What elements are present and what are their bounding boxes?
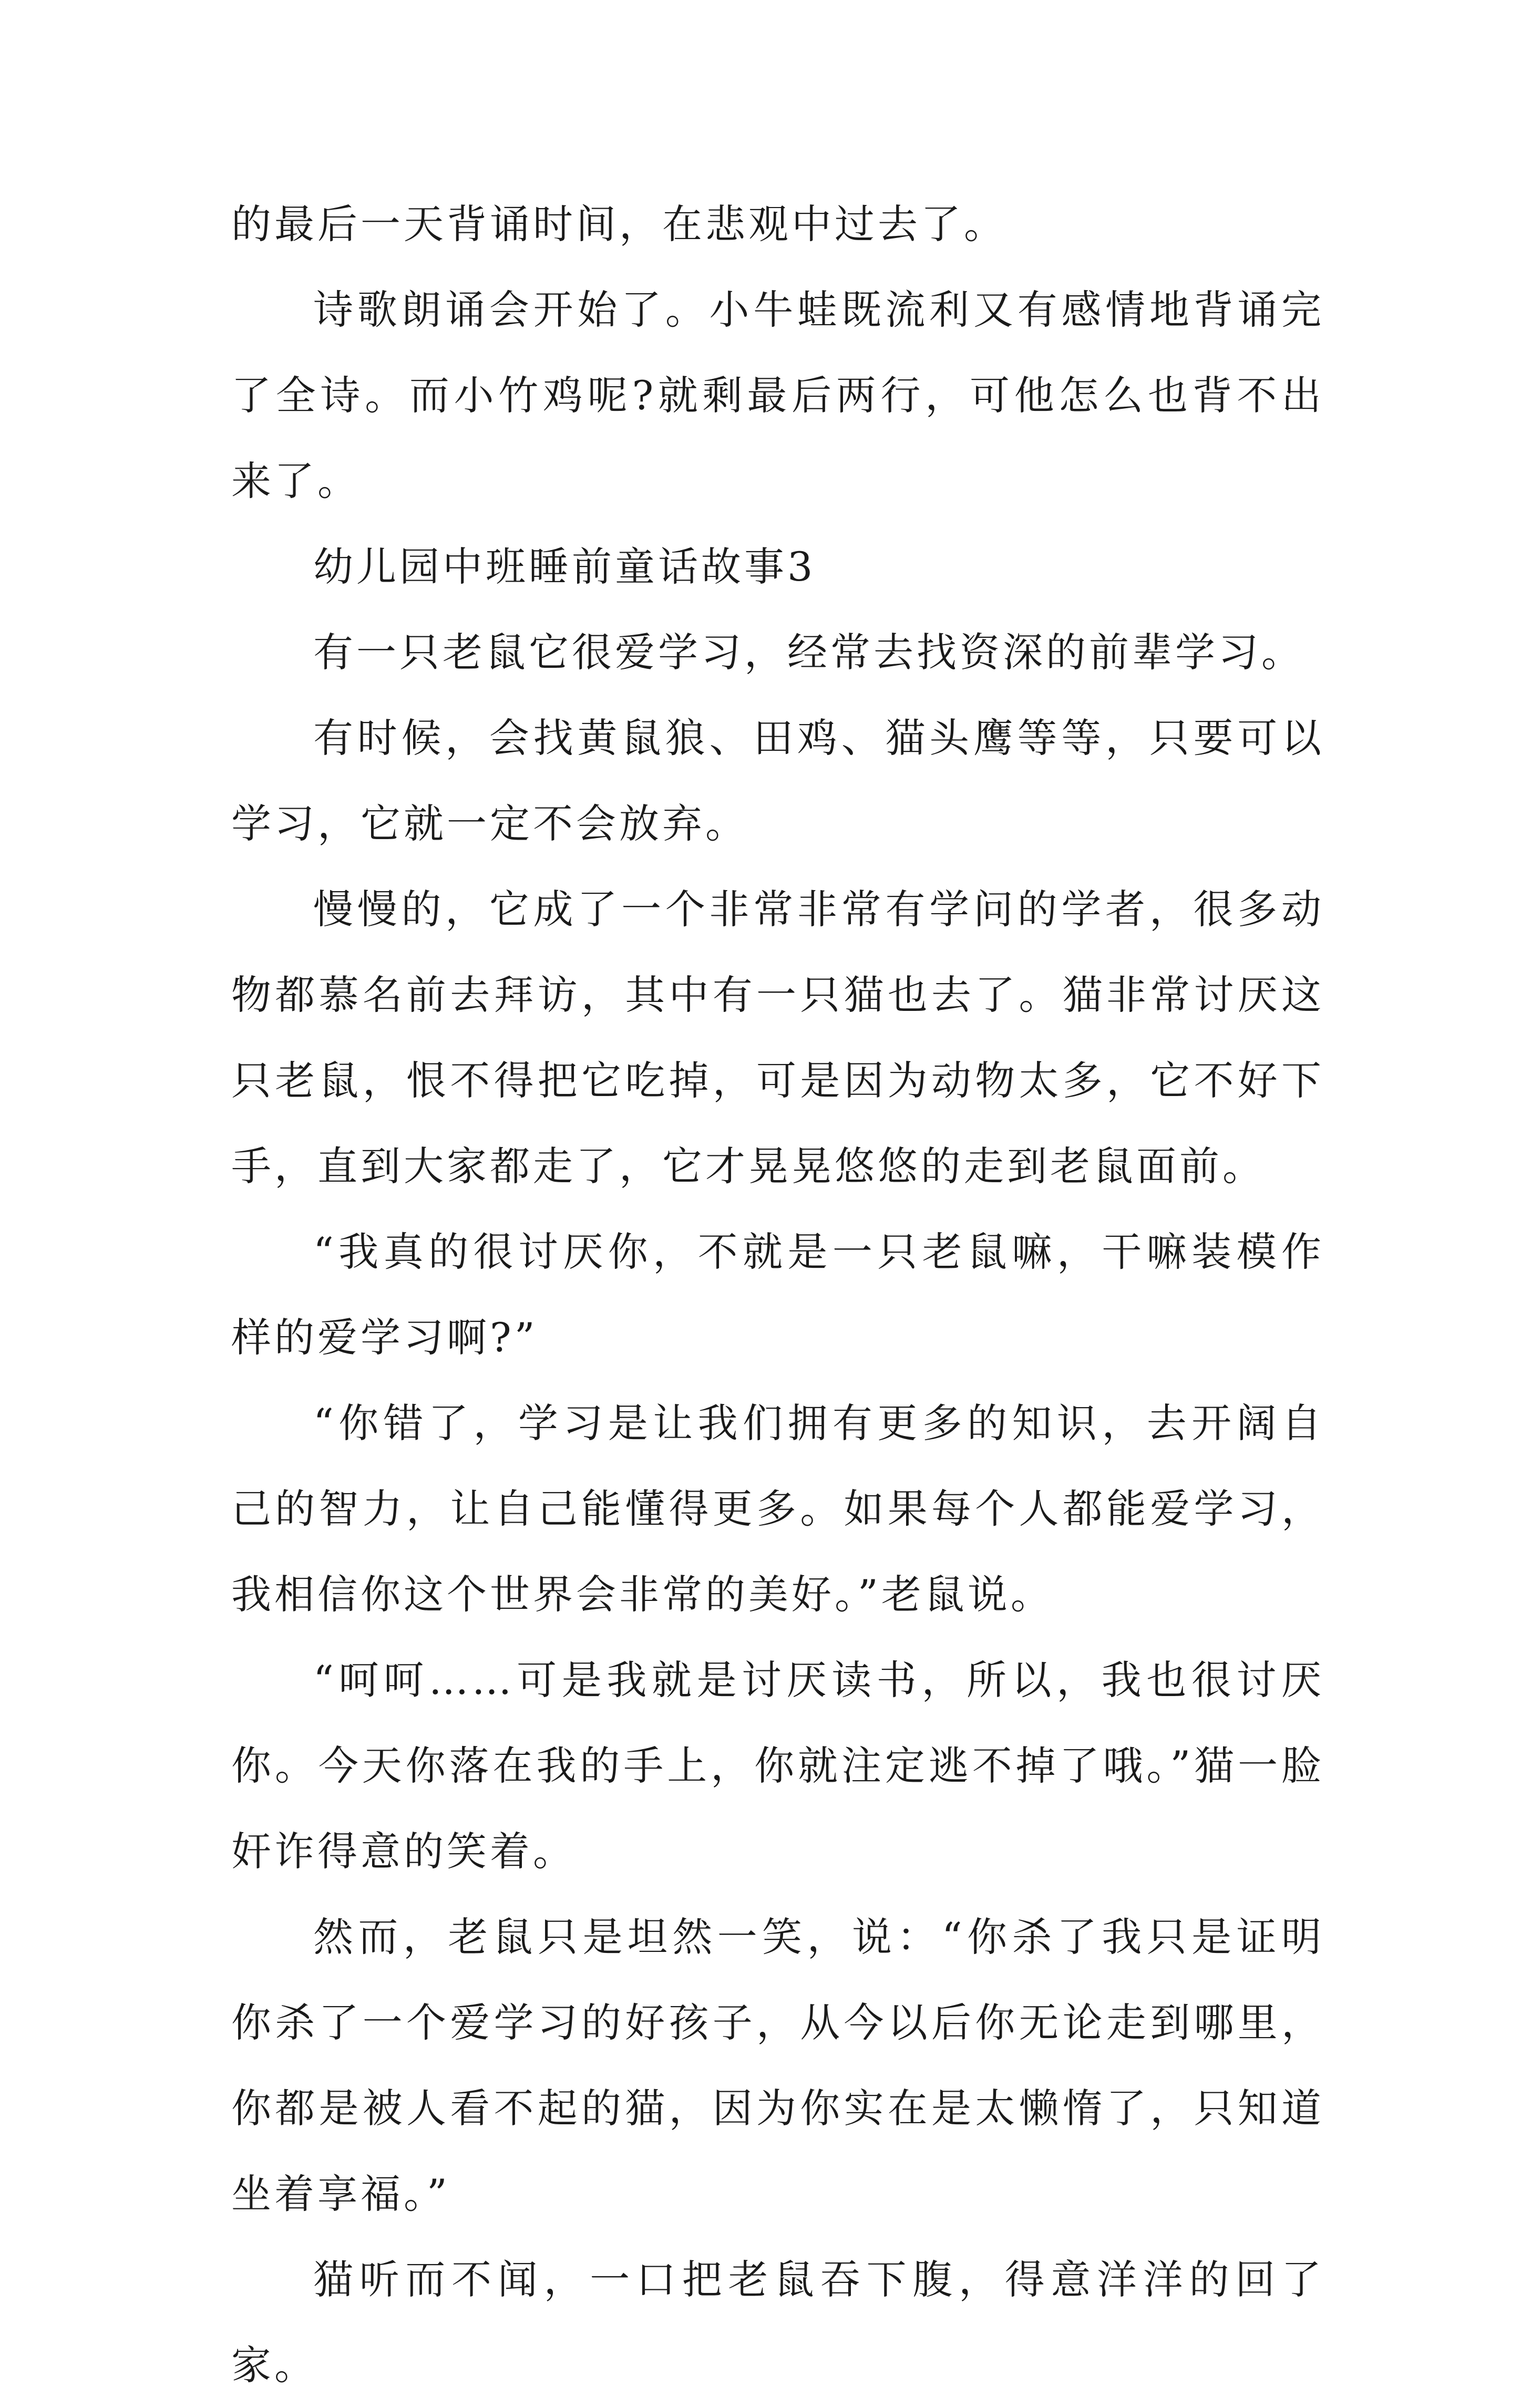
- paragraph-cat-speech: “我真的很讨厌你，不就是一只老鼠嘛，干嘛装模作样的爱学习啊?”: [231, 1228, 1324, 1361]
- paragraph-ending: 猫听而不闻，一口把老鼠吞下腹，得意洋洋的回了家。: [231, 2256, 1324, 2389]
- story-heading: 幼儿园中班睡前童话故事3: [313, 543, 816, 590]
- paragraph-cat-threat: “呵呵……可是我就是讨厌读书，所以，我也很讨厌你。今天你落在我的手上，你就注定逃不掉了哦。”猫一脸奸诈得意的笑着。: [231, 1657, 1324, 1875]
- paragraph-continuation: 的最后一天背诵时间，在悲观中过去了。: [231, 201, 1007, 247]
- paragraph-scholar: 慢慢的，它成了一个非常非常有学问的学者，很多动物都慕名前去拜访，其中有一只猫也去了。猫非常讨厌这只老鼠，恨不得把它吃掉，可是因为动物太多，它不好下手，直到大家都走了，它才晃晃悠悠的走到老鼠面前。: [231, 886, 1324, 1190]
- paragraph-recital: 诗歌朗诵会开始了。小牛蛙既流利又有感情地背诵完了全诗。而小竹鸡呢?就剩最后两行，可他怎么也背不出来了。: [231, 286, 1324, 504]
- paragraph-mouse-teachers: 有时候，会找黄鼠狼、田鸡、猫头鹰等等，只要可以学习，它就一定不会放弃。: [231, 715, 1324, 847]
- paragraph-mouse-intro: 有一只老鼠它很爱学习，经常去找资深的前辈学习。: [313, 629, 1304, 676]
- paragraph-mouse-final: 然而，老鼠只是坦然一笑，说：“你杀了我只是证明你杀了一个爱学习的好孩子，从今以后你无论走到哪里，你都是被人看不起的猫，因为你实在是太懒惰了，只知道坐着享福。”: [231, 1914, 1324, 2217]
- document-body: [231, 181, 1324, 2408]
- paragraph-mouse-reply: “你错了，学习是让我们拥有更多的知识，去开阔自己的智力，让自己能懂得更多。如果每个人都能爱学习，我相信你这个世界会非常的美好。”老鼠说。: [231, 1400, 1324, 1618]
